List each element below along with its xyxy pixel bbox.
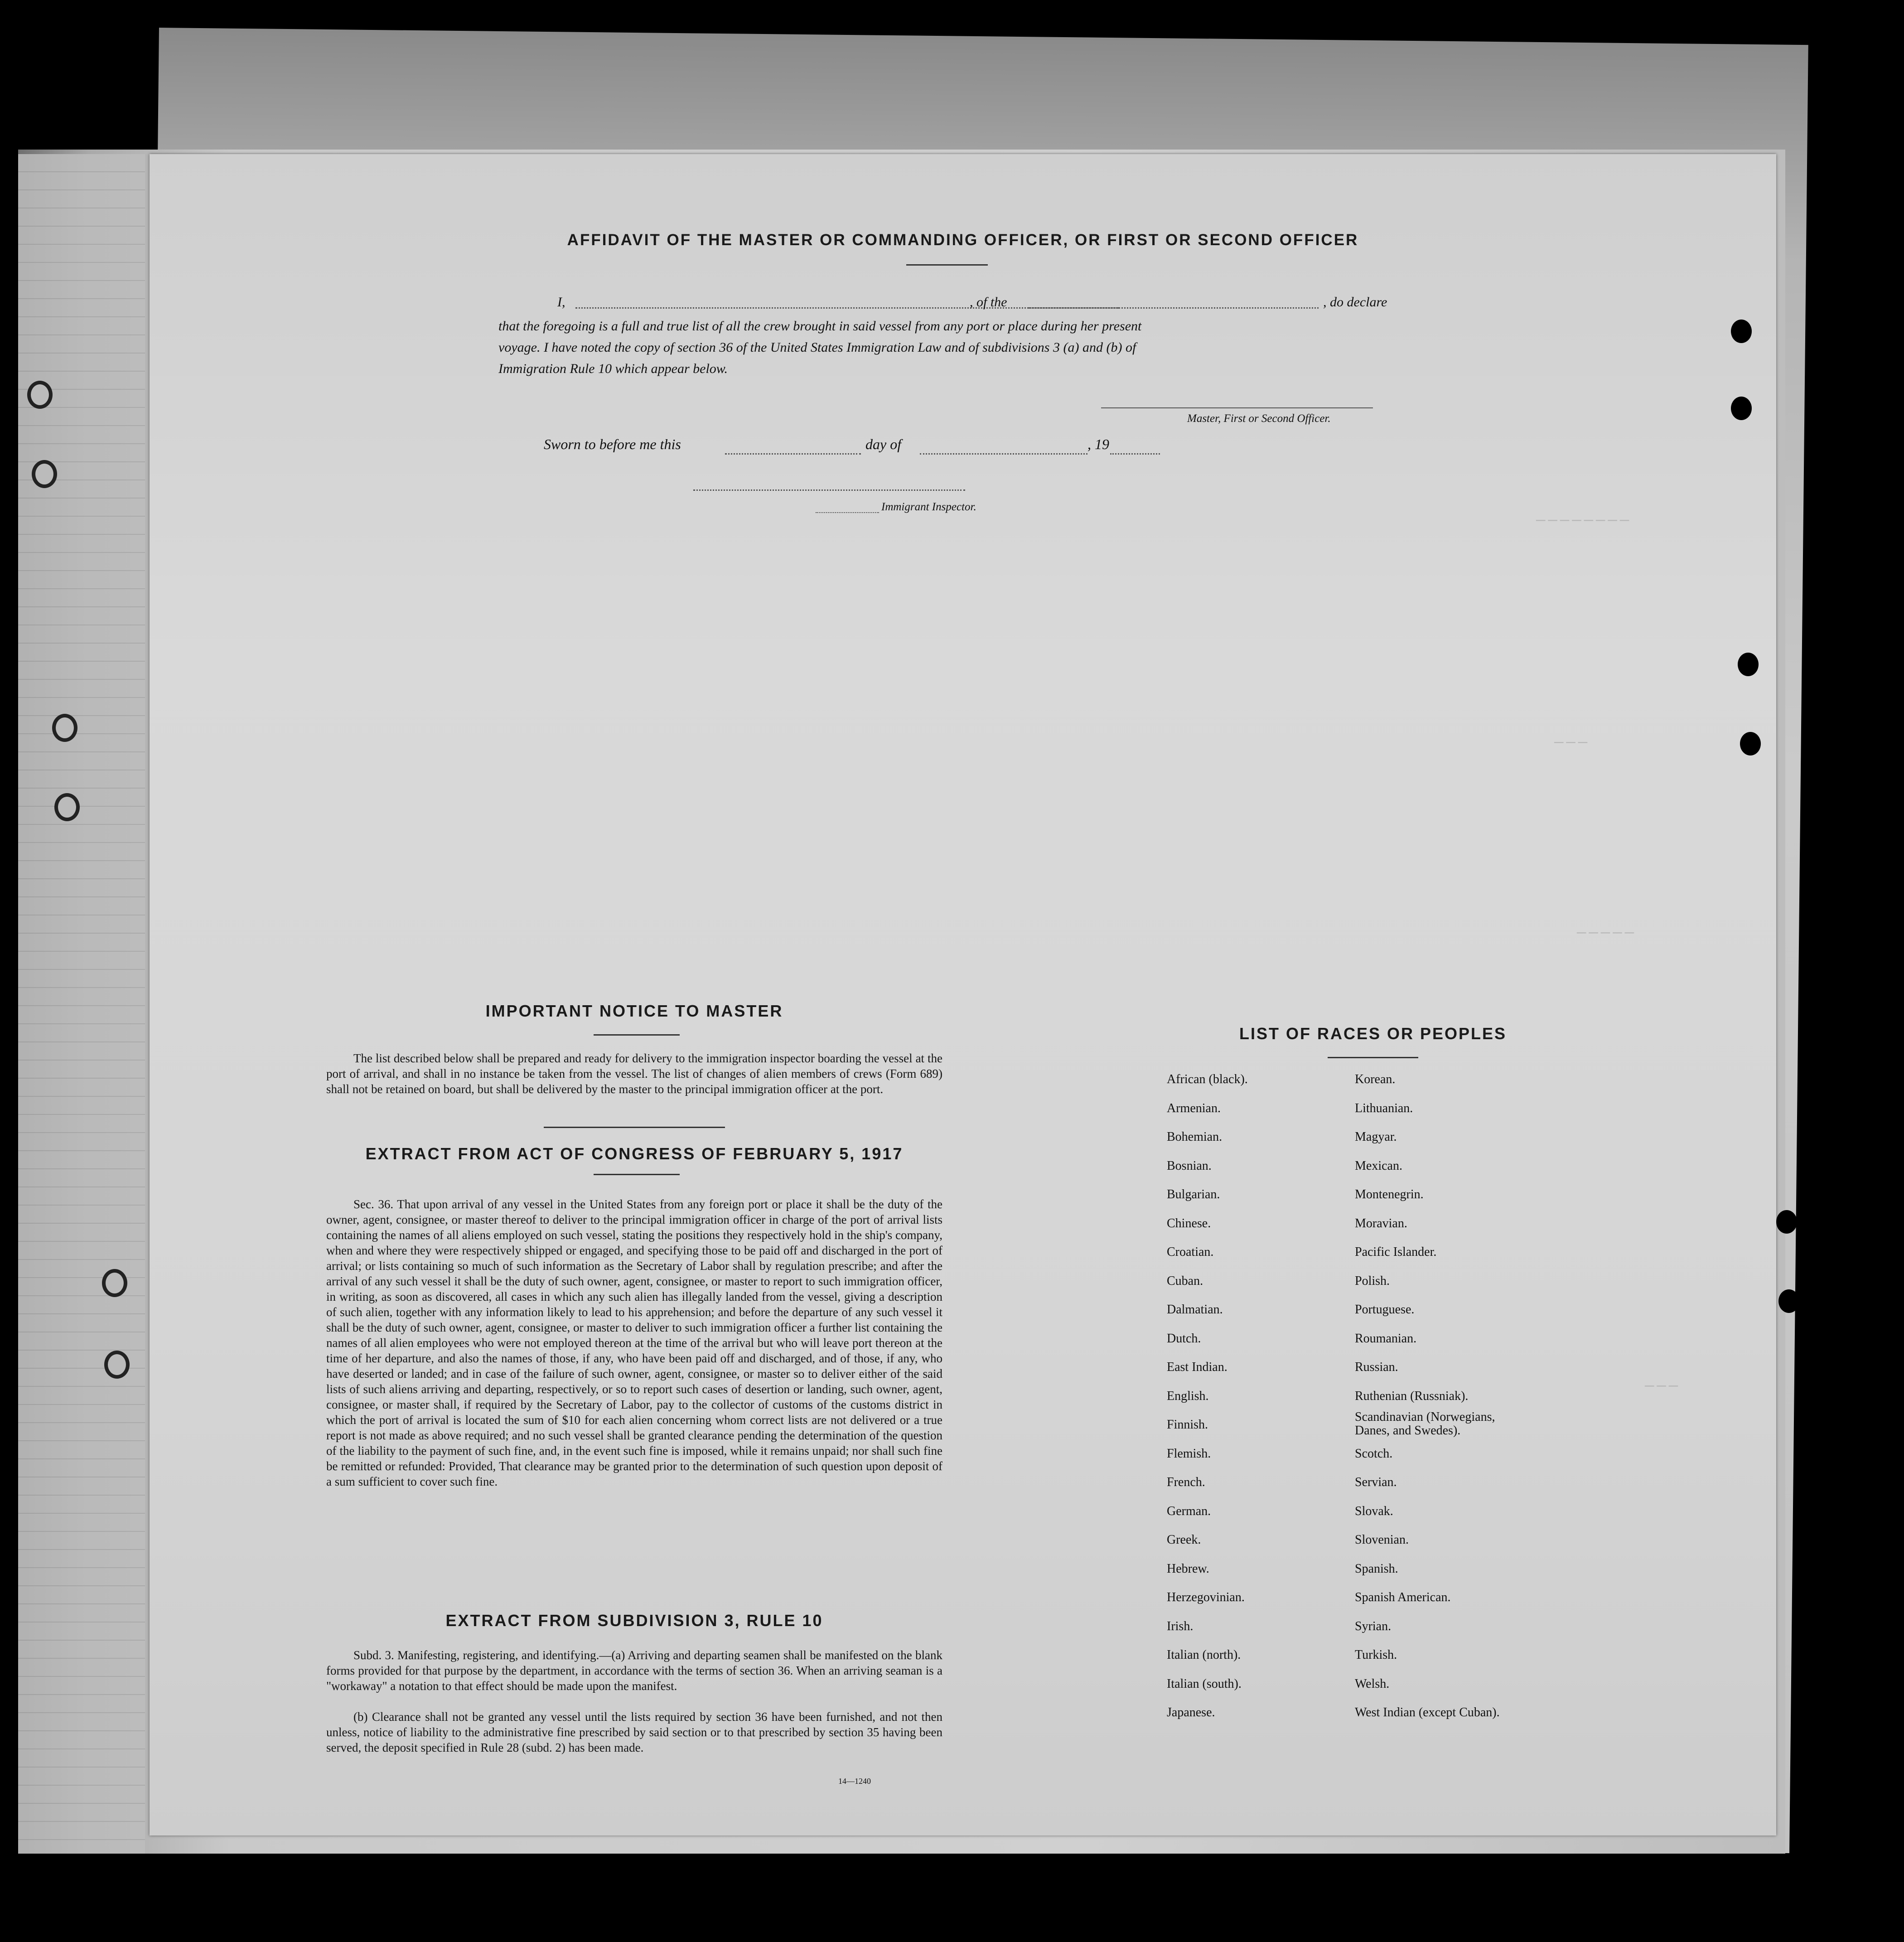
race-item: Mexican. [1355,1158,1402,1173]
race-item: English. [1167,1389,1209,1403]
race-item: Flemish. [1167,1446,1211,1461]
subdivision-3a-text: Subd. 3. Manifesting, registering, and identifying.—(a) Arriving and departing seamen shall be manifested on the blank forms provided for that purpose by the department, in accordance with the terms of section 36. When an arriving seaman is a "workaway" a notation to that effect should be made upon the manifest. [326,1648,942,1693]
race-item: Polish. [1355,1274,1390,1288]
race-item: Irish. [1167,1619,1194,1633]
sworn-year-blank[interactable] [1110,453,1160,455]
race-item: German. [1167,1504,1211,1518]
affidavit-body-line: Immigration Rule 10 which appear below. [498,361,728,376]
race-item: Magyar. [1355,1130,1397,1144]
race-item: African (black). [1167,1072,1248,1086]
bleed-through-text: ————— [1577,925,1637,942]
affidavit-body-line: voyage. I have noted the copy of section 36 of the United States Immigration Law and of subdivisions 3 (a) and (b) of [498,340,1136,355]
race-item: West Indian (except Cuban). [1355,1705,1500,1719]
section-divider [544,1127,725,1128]
race-item: Syrian. [1355,1619,1392,1633]
binder-hole-ring [27,381,53,409]
binder-hole-ring [32,460,57,488]
race-item: French. [1167,1475,1205,1489]
affidavit-title: AFFIDAVIT OF THE MASTER OR COMMANDING OFFICER, OR FIRST OR SECOND OFFICER [567,231,1359,249]
race-item: Herzegovinian. [1167,1590,1245,1604]
rule-extract-title: EXTRACT FROM SUBDIVISION 3, RULE 10 [445,1611,823,1630]
race-item: Pacific Islander. [1355,1245,1437,1259]
binder-hole [1731,320,1752,343]
race-item: Slovak. [1355,1504,1393,1518]
race-item: Servian. [1355,1475,1397,1489]
races-column-1 [1167,1065,1248,1727]
race-item: Welsh. [1355,1676,1390,1691]
year-label: , 19 [1087,436,1109,452]
subdivision-3b-text: (b) Clearance shall not be granted any vessel until the lists required by section 36 have been furnished, and not then unless, notice of liability to the administrative fine prescribed by said section or to that prescribed by section 35 having been served, the deposit specified in Rule 28 (subd. 2) has been made. [326,1710,942,1754]
binder-hole-ring [104,1351,130,1379]
binder-hole [1731,397,1752,420]
race-item: Roumanian. [1355,1331,1417,1346]
races-title: LIST OF RACES OR PEOPLES [1239,1024,1507,1043]
race-item: Cuban. [1167,1274,1203,1288]
bleed-through-text: ———————— [1536,512,1632,529]
race-item: Turkish. [1355,1648,1397,1662]
sworn-month-blank[interactable] [920,453,1087,455]
notice-title: IMPORTANT NOTICE TO MASTER [485,1002,783,1020]
race-item: Portuguese. [1355,1303,1415,1317]
race-item: Bulgarian. [1167,1187,1220,1201]
race-item: Slovenian. [1355,1533,1409,1547]
master-signature-label: Master, First or Second Officer. [1187,412,1331,425]
race-item: Italian (south). [1167,1676,1242,1691]
affidavit-i-label: I, [557,295,565,310]
sworn-day-blank[interactable] [725,453,861,455]
do-declare-label: , do declare [1323,295,1387,310]
binder-hole [1776,1210,1797,1234]
race-item: Lithuanian. [1355,1101,1413,1115]
race-item: Dutch. [1167,1331,1201,1346]
race-item: Finnish. [1167,1418,1208,1432]
binder-hole-ring [102,1269,127,1297]
race-item: Armenian. [1167,1101,1221,1115]
binder-hole [1740,732,1761,755]
affidavit-body-line: that the foregoing is a full and true list of all the crew brought in said vessel from any port or place during her present [498,319,1142,334]
race-item: Moravian. [1355,1216,1407,1230]
of-the-label: , of the [970,295,1007,310]
race-item: Scandinavian (Norwegians, Danes, and Swedes). [1355,1410,1495,1438]
race-item: Greek. [1167,1533,1201,1547]
race-item: Montenegrin. [1355,1187,1424,1201]
binder-hole-ring [54,793,80,821]
vessel-blank[interactable] [1029,307,1319,309]
race-item: Scotch. [1355,1446,1393,1461]
race-item: Bohemian. [1167,1130,1223,1144]
race-item: Dalmatian. [1167,1303,1223,1317]
notice-title-underline [594,1034,680,1036]
race-item: Spanish. [1355,1561,1398,1576]
notice-text: The list described below shall be prepared and ready for delivery to the immigration inspector boarding the vessel at the port of arrival, and shall in no instance be taken from the vessel. The list of changes of alien members of crews (Form 689) shall not be retained on board, but shall be delivered by the master to the principal immigration officer at the port. [326,1051,942,1096]
race-item: Hebrew. [1167,1561,1209,1576]
binder-hole [1778,1289,1799,1313]
bleed-through-text: ——— [1645,1378,1681,1395]
race-item: Italian (north). [1167,1648,1241,1662]
inspector-signature-line[interactable] [693,489,965,491]
race-item: Chinese. [1167,1216,1211,1230]
inspector-prefix-dots [816,512,879,513]
race-item: Spanish American. [1355,1590,1451,1604]
races-column-2 [1355,1065,1527,1727]
inspector-label: Immigrant Inspector. [881,501,976,513]
master-signature-line[interactable] [1101,407,1373,408]
binder-hole-ring [52,714,77,742]
race-item: Russian. [1355,1360,1398,1374]
race-item: Ruthenian (Russniak). [1355,1389,1469,1403]
left-sheet-edge [18,154,145,1854]
race-item: Japanese. [1167,1705,1215,1719]
day-of-label: day of [865,436,902,452]
affidavit-body [498,315,1423,379]
act-title-underline [594,1174,680,1175]
title-underline [906,264,988,266]
sworn-label: Sworn to before me this [544,436,681,452]
section-36-text: Sec. 36. That upon arrival of any vessel in the United States from any foreign port or place it shall be the duty of the owner, agent, consignee, or master thereof to deliver to the principal immigration officer in charge of the port of arrival lists containing the names of all aliens employed on such vessel, stating the positions they respectively hold in the ship's company, when and where they were respectively shipped or engaged, and specifying those to be paid off and discharged in the port of arrival; or lists containing so much of such information as the Secretary of Labor shall by regulation prescribe; and after the arrival of any such vessel it shall be the duty of such owner, agent, consignee, or master to report to such immigration officer, in writing, as soon as discovered, all cases in which any such alien has illegally landed from the vessel, giving a description of such alien, together with any information likely to lead to his apprehension; and before the departure of any such vessel it shall be the duty of such owner, agent, consignee, or master to deliver to such immigration officer a further list containing the names of all alien employees who were not employed thereon at the time of the arrival but who will leave port thereon at the time of her departure, and also the names of those, if any, who have been paid off and discharged, and of those, if any, who have deserted or landed; and in case of the failure of such owner, agent, consignee, or master so to deliver either of the said lists of such aliens arriving and departing, respectively, or so to report such cases of desertion or landing, such owner, agent, consignee, or master shall, if required by the Secretary of Labor, pay to the collector of customs of the customs district in which the port of arrival is located the sum of $10 for each alien concerning whom correct lists are not delivered or a true report is not made as above required; and no such vessel shall be granted clearance pending the determination of the question of the liability to the payment of such fine, and, in the event such fine is imposed, while it remains unpaid; nor shall such fine be remitted or refunded: Provided, That clearance may be granted prior to the determination of such question upon deposit of a sum sufficient to cover such fine. [326,1197,942,1488]
bleed-through-text: ——— [1554,734,1590,751]
binder-hole [1738,653,1759,676]
form-page [150,154,1776,1835]
races-title-underline [1328,1057,1418,1058]
race-item: Korean. [1355,1072,1396,1086]
form-number: 14—1240 [838,1777,871,1786]
race-item: Croatian. [1167,1245,1214,1259]
race-item: Bosnian. [1167,1158,1212,1173]
race-item: East Indian. [1167,1360,1227,1374]
act-extract-title: EXTRACT FROM ACT OF CONGRESS OF FEBRUARY 5, 1917 [365,1144,904,1163]
